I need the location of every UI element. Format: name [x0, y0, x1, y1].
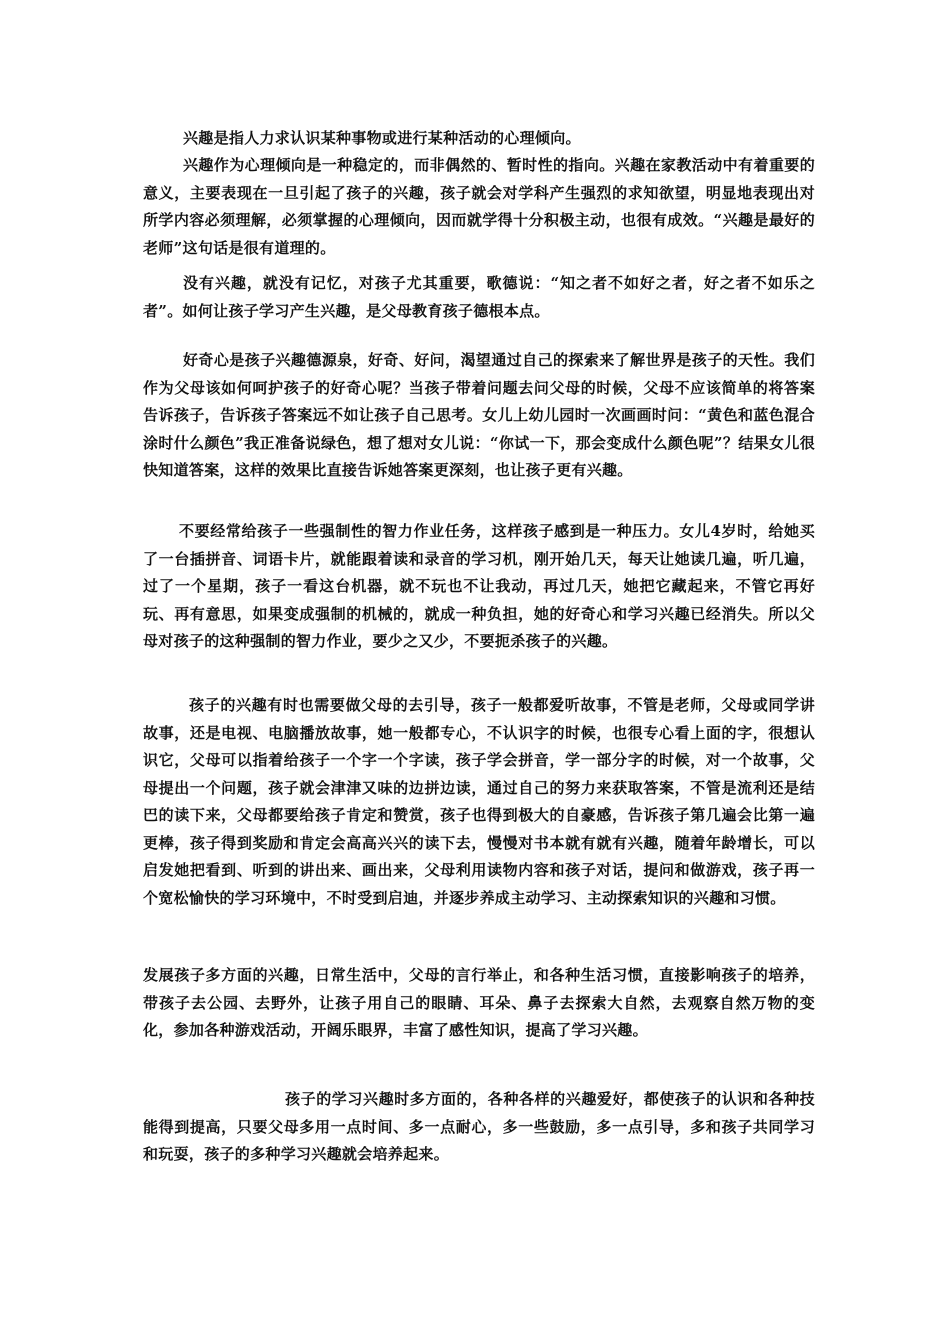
paragraph-parent-guidance: 孩子的兴趣有时也需要做父母的去引导，孩子一般都爱听故事，不管是老师，父母或同学讲故事，还是电视、电脑播放故事，她一般都专心，不认识字的时候，也很专心看上面的字，很想认识它，父母可以指着给孩子一个字一个字读，孩子学会拼音，学一部分字的时候，对一个故事，父母提出一个问题，孩子就会津津又味的边拼边读，通过自己的努力来获取答案，不管是流利还是结巴的读下来，父母都要给孩子肯定和赞赏，孩子也得到极大的自豪感，告诉孩子第几遍会比第一遍更棒，孩子得到奖励和肯定会高高兴兴的读下去，慢慢对书本就有就有兴趣，随着年龄增长，可以启发她把看到、听到的讲出来、画出来，父母利用读物内容和孩子对话，提问和做游戏，孩子再一个宽松愉快的学习环境中，不时受到启迪，并逐步养成主动学习、主动探索知识的兴趣和习惯。 [143, 696, 815, 907]
paragraph-no-forced-tasks: 不要经常给孩子一些强制性的智力作业任务，这样孩子感到是一种压力。女儿4岁时，给她买了一台插拼音、词语卡片，就能跟着读和录音的学习机，刚开始几天，每天让她读几遍，听几遍，过了一个星期，孩子一看这台机器，就不玩也不让我动，再过几天，她把它藏起来，不管它再好玩、再有意思，如果变成强制的机械的，就成一种负担，她的好奇心和学习兴趣已经消失。所以父母对孩子的这种强制的智力作业，要少之又少，不要扼杀孩子的兴趣。 [143, 522, 815, 650]
paragraph-conclusion: 孩子的学习兴趣时多方面的，各种各样的兴趣爱好，都使孩子的认识和各种技能得到提高，只要父母多用一点时间、多一点耐心，多一些鼓励，多一点引导，多和孩子共同学习和玩耍，孩子的多种学习兴趣就会培养起来。 [143, 1090, 815, 1163]
paragraph-curiosity: 好奇心是孩子兴趣德源泉，好奇、好问，渴望通过自己的探索来了解世界是孩子的天性。我们作为父母该如何呵护孩子的好奇心呢？当孩子带着问题去问父母的时候，父母不应该简单的将答案告诉孩子，告诉孩子答案远不如让孩子自己思考。女儿上幼儿园时一次画画时问：“黄色和蓝色混合涂时什么颜色”我正准备说绿色，想了想对女儿说：“你试一下，那会变成什么颜色呢”？结果女儿很快知道答案，这样的效果比直接告诉她答案更深刻，也让孩子更有兴趣。 [143, 351, 815, 479]
paragraph-no-interest-no-memory: 没有兴趣，就没有记忆，对孩子尤其重要，歌德说：“知之者不如好之者，好之者不如乐之者”。如何让孩子学习产生兴趣，是父母教育孩子德根本点。 [143, 274, 815, 320]
paragraph-interest-definition: 兴趣是指人力求认识某种事物或进行某种活动的心理倾向。 [183, 129, 581, 147]
paragraph-interest-as-tendency: 兴趣作为心理倾向是一种稳定的，而非偶然的、暂时性的指向。兴趣在家教活动中有着重要的意义，主要表现在一旦引起了孩子的兴趣，孩子就会对学科产生强烈的求知欲望，明显地表现出对所学内容必须理解，必须掌握的心理倾向，因而就学得十分积极主动，也很有成效。“兴趣是最好的老师”这句话是很有道理的。 [143, 156, 815, 257]
paragraph-diverse-interests: 发展孩子多方面的兴趣，日常生活中，父母的言行举止，和各种生活习惯，直接影响孩子的培养，带孩子去公园、去野外，让孩子用自己的眼睛、耳朵、鼻子去探索大自然，去观察自然万物的变化，参加各种游戏活动，开阔乐眼界，丰富了感性知识，提高了学习兴趣。 [143, 966, 815, 1039]
